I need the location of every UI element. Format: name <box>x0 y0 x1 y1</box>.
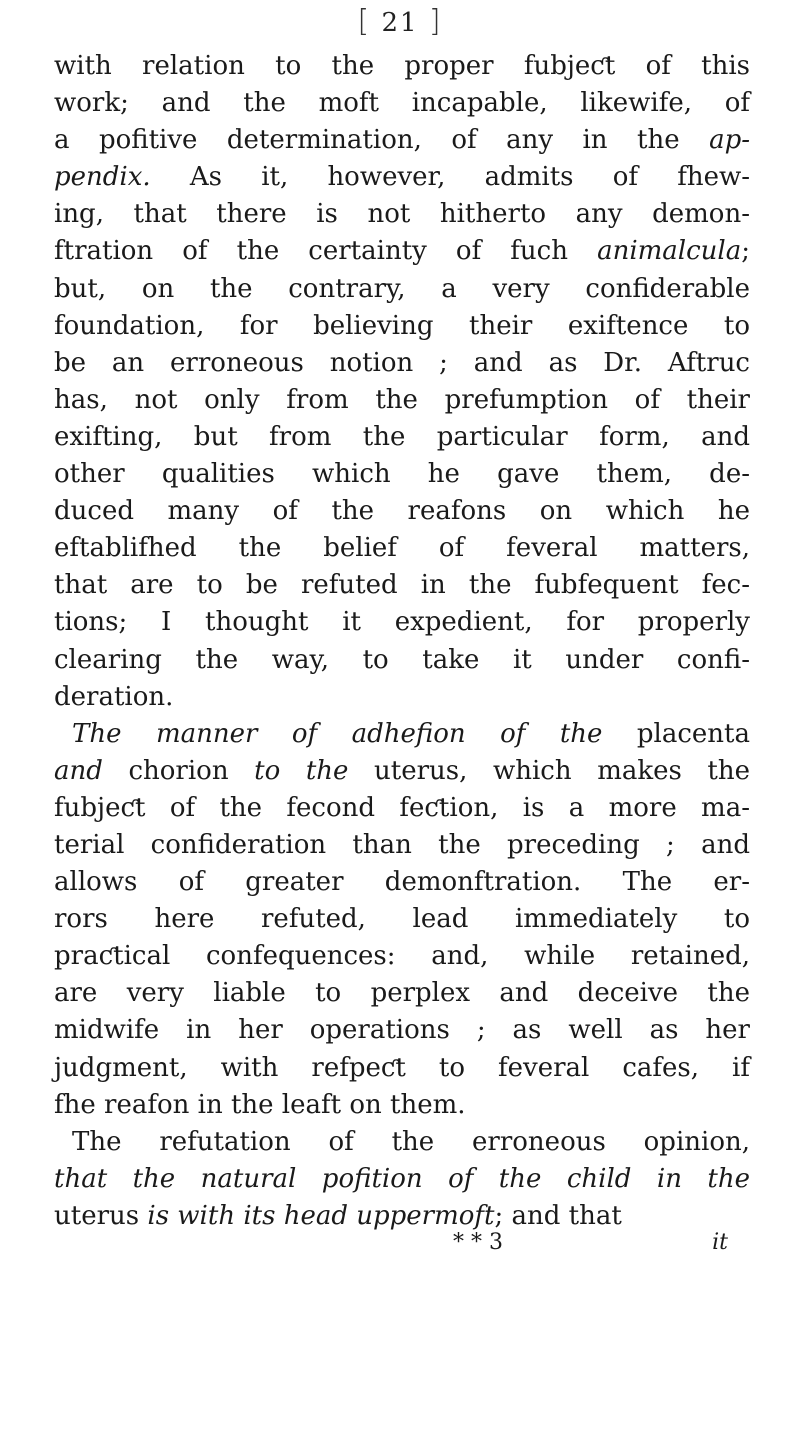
body-text <box>54 48 750 1261</box>
text-line: clearing the way, to take it under confi- <box>54 644 750 675</box>
text-line: duced many of the reafons on which he <box>54 496 750 527</box>
italic-run: to the <box>254 755 349 786</box>
text-line <box>54 1198 750 1235</box>
page-number: 21 <box>381 8 419 38</box>
italic-run: and <box>54 755 103 786</box>
text-run: chorion <box>102 755 255 786</box>
text-run: a pofitive determination, of any in the <box>54 125 710 156</box>
text-line <box>54 233 750 270</box>
italic-run: The manner of adhefion of the <box>72 718 603 749</box>
text-line: fhe reafon in the leaft on them. <box>54 1089 466 1120</box>
text-line: be an erroneous notion ; and as Dr. Aftruc <box>54 347 750 378</box>
text-run: ; and that <box>494 1200 622 1231</box>
right-bracket: ] <box>428 4 443 39</box>
text-line: deration. <box>54 681 174 712</box>
signature-mark: * * 3 <box>453 1230 503 1255</box>
text-line: but, on the contrary, a very confiderable <box>54 273 750 304</box>
text-line: judgment, with refpeƈt to feveral cafes, if <box>54 1052 750 1083</box>
text-line: midwife in her operations ; as well as her <box>54 1015 750 1046</box>
text-run: placenta <box>602 718 750 749</box>
text-line <box>54 159 750 196</box>
text-line <box>54 716 750 753</box>
text-line: that are to be refuted in the fubfequent fec- <box>54 570 750 601</box>
text-line: exifting, but from the particular form, and <box>54 421 750 452</box>
text-line: foundation, for believing their exiftence to <box>54 310 750 341</box>
text-line: allows of greater demonftration. The er- <box>54 867 750 898</box>
page-footer <box>54 1231 750 1261</box>
text-line: with relation to the proper fubjeƈt of this <box>54 51 750 81</box>
italic-run: is with its head uppermoft <box>147 1200 495 1231</box>
page-header <box>0 4 800 39</box>
text-line: praƈtical confequences: and, while retained, <box>54 941 750 972</box>
text-line <box>54 1161 750 1198</box>
text-line: fubjeƈt of the fecond feƈtion, is a more ma- <box>54 792 750 823</box>
italic-run: ap- <box>709 125 750 156</box>
left-bracket: [ <box>357 4 372 39</box>
catchword: it <box>712 1230 728 1255</box>
text-line: work; and the moft incapable, likewife, of <box>54 88 750 119</box>
text-line: The refutation of the erroneous opinion, <box>72 1126 750 1157</box>
text-line: eftablifhed the belief of feveral matters, <box>54 533 750 564</box>
text-run: As it, however, admits of fhew- <box>150 162 750 193</box>
text-line <box>54 753 750 790</box>
text-line: rors here refuted, lead immediately to <box>54 904 750 935</box>
text-run: ftration of the certainty of fuch <box>54 236 598 267</box>
text-run: uterus <box>54 1200 148 1231</box>
text-line: are very liable to perplex and deceive the <box>54 978 750 1009</box>
italic-run: animalcula <box>597 236 742 267</box>
text-run: ; <box>741 236 750 267</box>
text-line: ing, that there is not hitherto any demon- <box>54 199 750 230</box>
italic-run: that the natural pofition of the child in the <box>54 1163 750 1194</box>
text-line: has, not only from the prefumption of their <box>54 384 750 415</box>
text-run: uterus, which makes the <box>348 755 751 786</box>
text-line <box>54 122 750 159</box>
italic-run: pendix. <box>54 162 151 193</box>
text-line: other qualities which he gave them, de- <box>54 459 750 490</box>
text-line: terial confideration than the preceding ; and <box>54 829 750 860</box>
text-line: tions; I thought it expedient, for properly <box>54 607 750 638</box>
